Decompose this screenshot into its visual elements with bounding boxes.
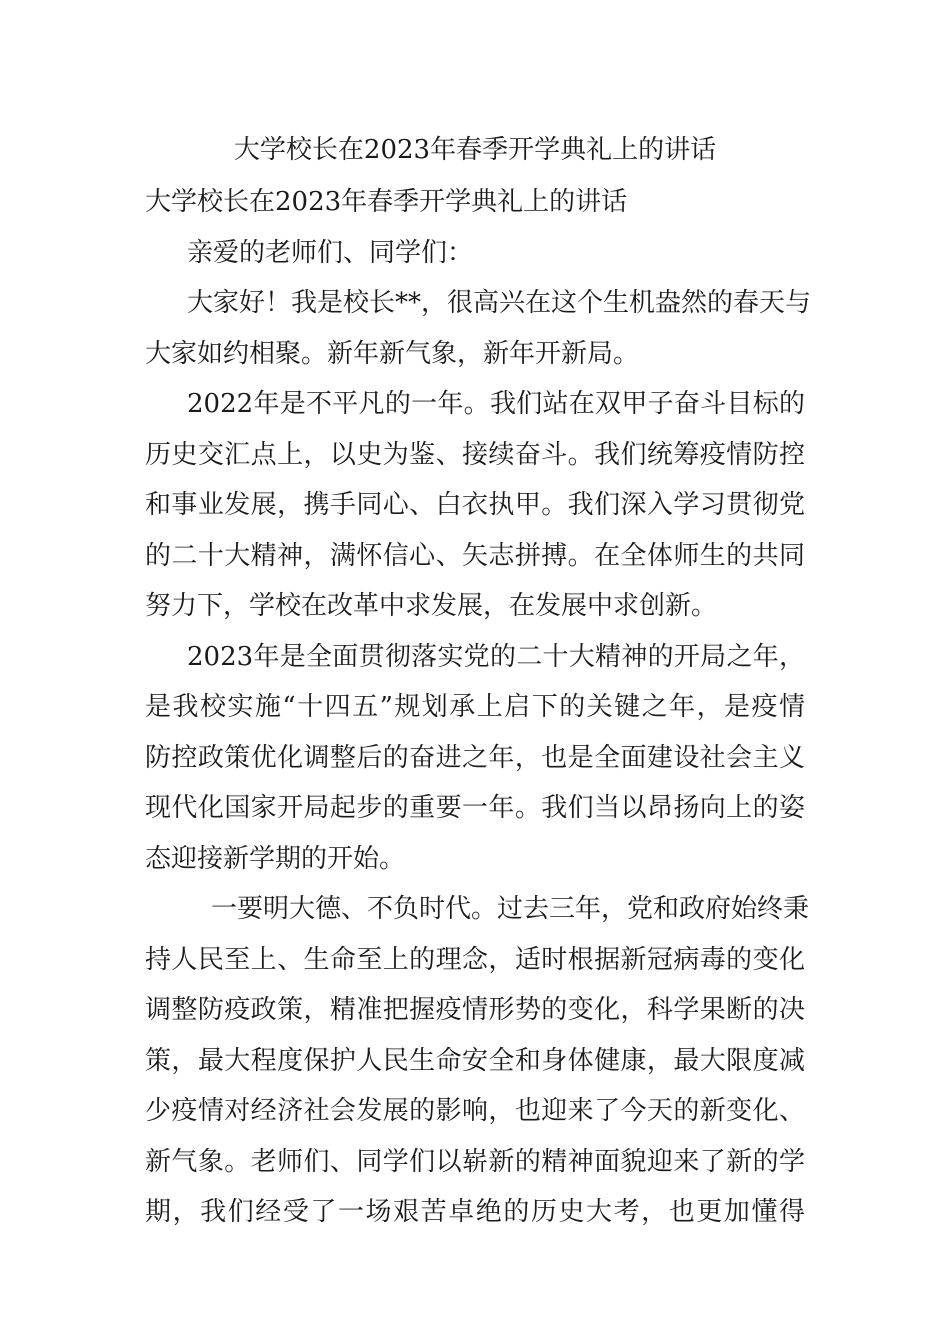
paragraph-line: 少疫情对经济社会发展的影响，也迎来了今天的新变化、 [145,1096,805,1126]
paragraph-line: 和事业发展，携手同心、白衣执甲。我们深入学习贯彻党 [145,490,805,520]
paragraph-2022 [145,379,805,632]
paragraph-line: 态迎接新学期的开始。 [145,843,406,874]
paragraph-2023 [145,632,805,885]
paragraph-greeting [145,278,812,379]
paragraph-line: 努力下，学校在改革中求发展，在发展中求创新。 [145,591,718,621]
paragraph-line: 持人民至上、生命至上的理念，适时根据新冠病毒的变化 [145,944,805,975]
paragraph-line: 的二十大精神，满怀信心、矢志拼搏。在全体师生的共同 [145,540,805,571]
paragraph-line: 是我校实施“十四五”规划承上启下的关键之年，是疫情 [145,692,805,722]
paragraph-line: 调整防疫政策，精准把握疫情形势的变化，科学果断的决 [145,995,805,1025]
paragraph-line: 历史交汇点上，以史为鉴、接续奋斗。我们统筹疫情防控 [145,439,805,470]
paragraph-line: 2022年是不平凡的一年。我们站在双甲子奋斗目标的 [187,389,805,419]
paragraph-line: 大家好！我是校长**，很高兴在这个生机盎然的春天与 [187,288,812,318]
paragraph-line: 现代化国家开局起步的重要一年。我们当以昂扬向上的姿 [145,793,805,823]
heading-repeat: 大学校长在2023年春季开学典礼上的讲话 [145,187,628,217]
document-body [145,177,812,1238]
paragraph-line: 一要明大德、不负时代。过去三年，党和政府始终秉 [211,894,810,924]
paragraph-line: 策，最大程度保护人民生命安全和身体健康，最大限度减 [145,1045,805,1076]
paragraph-point-one [145,884,810,1238]
salutation: 亲爱的老师们、同学们： [187,237,474,268]
paragraph-line: 2023年是全面贯彻落实党的二十大精神的开局之年， [187,641,805,672]
document-title: 大学校长在2023年春季开学典礼上的讲话 [233,135,717,165]
paragraph-line: 大家如约相聚。新年新气象，新年开新局。 [145,338,640,369]
paragraph-line: 新气象。老师们、同学们以崭新的精神面貌迎来了新的学 [145,1146,805,1177]
paragraph-line: 防控政策优化调整后的奋进之年，也是全面建设社会主义 [145,742,805,773]
paragraph-line: 期，我们经受了一场艰苦卓绝的历史大考，也更加懂得 [145,1197,805,1227]
